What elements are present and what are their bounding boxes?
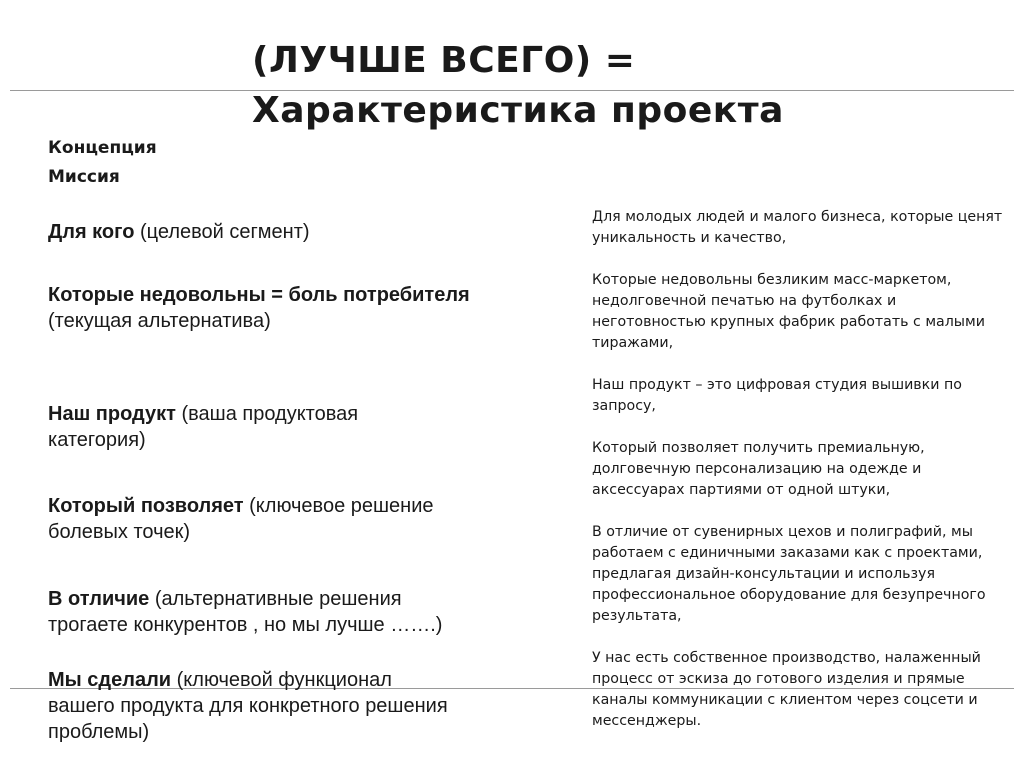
left-item-pain (48, 282, 518, 334)
description-paragraph: У нас есть собственное производство, налаженный процесс от эскиза до готового изделия и прямые каналы коммуникации с клиентом через соцсети и мессенджеры. (592, 650, 981, 729)
left-item-text: (ключевое решение болевых точек) (48, 495, 434, 543)
description-paragraph: В отличие от сувенирных цехов и полиграфий, мы работаем с единичными заказами как с проектами, предлагая дизайн-консультации и используя профессиональное оборудование для безупречного результата, (592, 524, 986, 624)
left-item-allows (48, 493, 498, 545)
description-paragraph: Который позволяет получить премиальную, долговечную персонализацию на одежде и аксессуарах партиями от одной штуки, (592, 440, 925, 498)
description-paragraph: Наш продукт – это цифровая студия вышивки по запросу, (592, 377, 962, 414)
left-item-text: (текущая альтернатива) (48, 310, 271, 332)
left-item-bold: Для кого (48, 221, 135, 243)
left-item-target-segment (48, 219, 518, 245)
left-item-text: (целевой сегмент) (134, 221, 310, 243)
slide-title (252, 36, 784, 136)
left-item-product (48, 401, 448, 453)
left-item-bold: Который позволяет (48, 495, 244, 517)
left-item-text: (ваша продуктовая категория) (48, 403, 359, 451)
description-paragraph: Для молодых людей и малого бизнеса, которые ценят уникальность и качество, (592, 209, 1003, 246)
left-item-text: (альтернативные решения трогаете конкурентов , но мы лучше …….) (48, 588, 443, 636)
description-paragraph: Которые недовольны безликим масс-маркетом, недолговечной печатью на футболках и неготовностью крупных фабрик работать с малыми тиражами, (592, 272, 985, 351)
left-item-difference (48, 586, 468, 638)
left-item-bold: Которые недовольны = боль потребителя (48, 284, 470, 306)
left-item-bold: Мы сделали (48, 669, 172, 691)
left-item-bold: В отличие (48, 588, 150, 610)
heading-concept: Концепция (48, 138, 157, 158)
title-line-1: (ЛУЧШЕ ВСЕГО) = (252, 40, 636, 81)
heading-mission: Миссия (48, 167, 120, 187)
title-line-2: Характеристика проекта (252, 90, 784, 131)
left-item-we-made (48, 667, 458, 745)
project-description (592, 207, 1012, 753)
concept-mission-heading (48, 134, 157, 192)
left-item-text: (ключевой функционал вашего продукта для конкретного решения проблемы) (48, 669, 448, 743)
left-item-bold: Наш продукт (48, 403, 176, 425)
